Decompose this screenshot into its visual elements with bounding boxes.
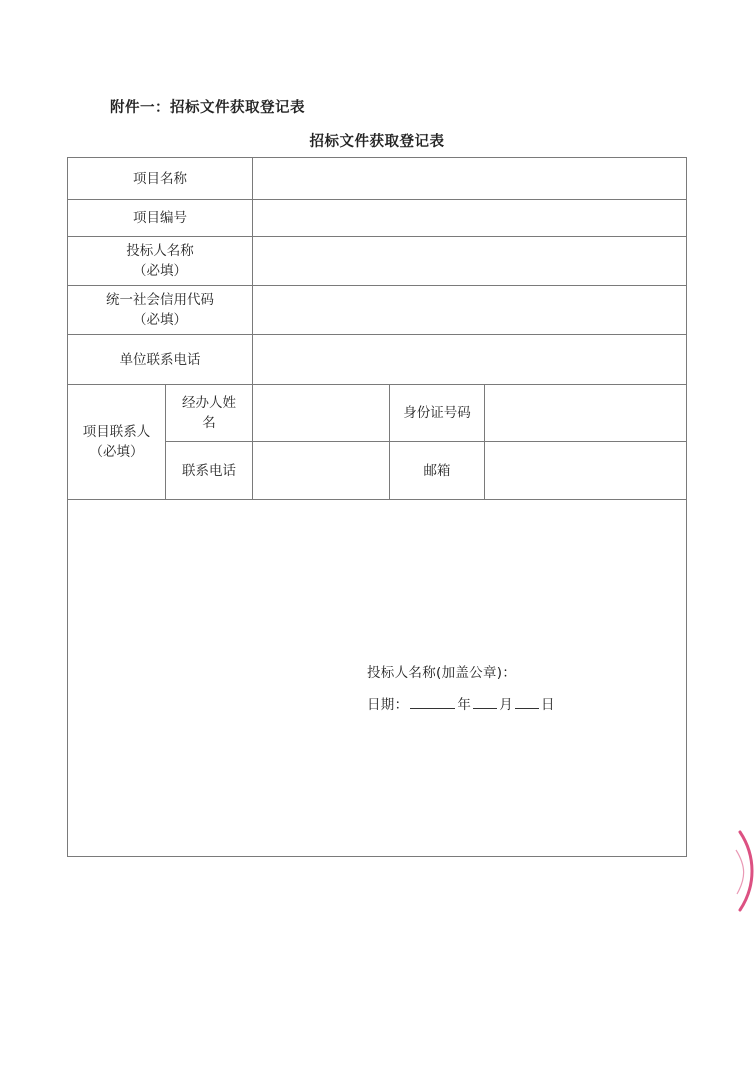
attachment-heading: 附件一：招标文件获取登记表 <box>110 100 305 116</box>
signature-area <box>68 500 687 857</box>
row-contact-handler <box>68 385 687 442</box>
id-number-label: 身份证号码 <box>390 385 485 442</box>
bidder-name-label-cell <box>68 237 253 286</box>
row-project-name <box>68 158 687 200</box>
project-name-field[interactable] <box>253 158 687 200</box>
date-label: 日期： <box>367 697 409 713</box>
seal-stamp-fragment <box>734 828 754 914</box>
credit-code-required-note: （必填） <box>133 312 187 328</box>
project-number-field[interactable] <box>253 200 687 237</box>
bidder-seal-line <box>367 663 516 683</box>
year-label: 年 <box>457 697 472 713</box>
project-contact-label-cell <box>68 385 166 500</box>
bidder-name-field[interactable] <box>253 237 687 286</box>
day-label: 日 <box>541 697 555 713</box>
credit-code-label: 统一社会信用代码 <box>106 292 214 308</box>
bidder-seal-label: 投标人名称(加盖公章)： <box>367 665 517 681</box>
form-title: 招标文件获取登记表 <box>309 134 445 150</box>
date-line <box>367 694 555 715</box>
handler-name-label-line1: 经办人姓 <box>182 395 236 411</box>
unit-phone-field[interactable] <box>253 335 687 385</box>
handler-name-label-cell <box>166 385 253 442</box>
project-number-label: 项目编号 <box>68 200 253 237</box>
row-credit-code <box>68 286 687 335</box>
project-contact-label: 项目联系人 <box>82 424 151 440</box>
row-unit-phone <box>68 335 687 385</box>
project-name-label: 项目名称 <box>68 158 253 200</box>
registration-table <box>67 157 687 857</box>
month-label: 月 <box>499 697 514 713</box>
handler-name-field[interactable] <box>253 385 390 442</box>
year-blank[interactable] <box>410 694 455 709</box>
bidder-name-label: 投标人名称 <box>126 243 194 259</box>
day-blank[interactable] <box>515 694 539 709</box>
credit-code-label-cell <box>68 286 253 335</box>
id-number-field[interactable] <box>485 385 687 442</box>
row-project-number <box>68 200 687 237</box>
email-field[interactable] <box>485 442 687 500</box>
bidder-name-required-note: （必填） <box>133 263 187 279</box>
row-bidder-name <box>68 237 687 286</box>
credit-code-field[interactable] <box>253 286 687 335</box>
contact-phone-field[interactable] <box>253 442 390 500</box>
handler-name-label-line2: 名 <box>202 415 216 431</box>
month-blank[interactable] <box>473 694 497 709</box>
email-label: 邮箱 <box>390 442 485 500</box>
contact-phone-label: 联系电话 <box>166 442 253 500</box>
row-signature <box>68 500 687 857</box>
project-contact-required-note: （必填） <box>89 444 144 460</box>
unit-phone-label: 单位联系电话 <box>68 335 253 385</box>
